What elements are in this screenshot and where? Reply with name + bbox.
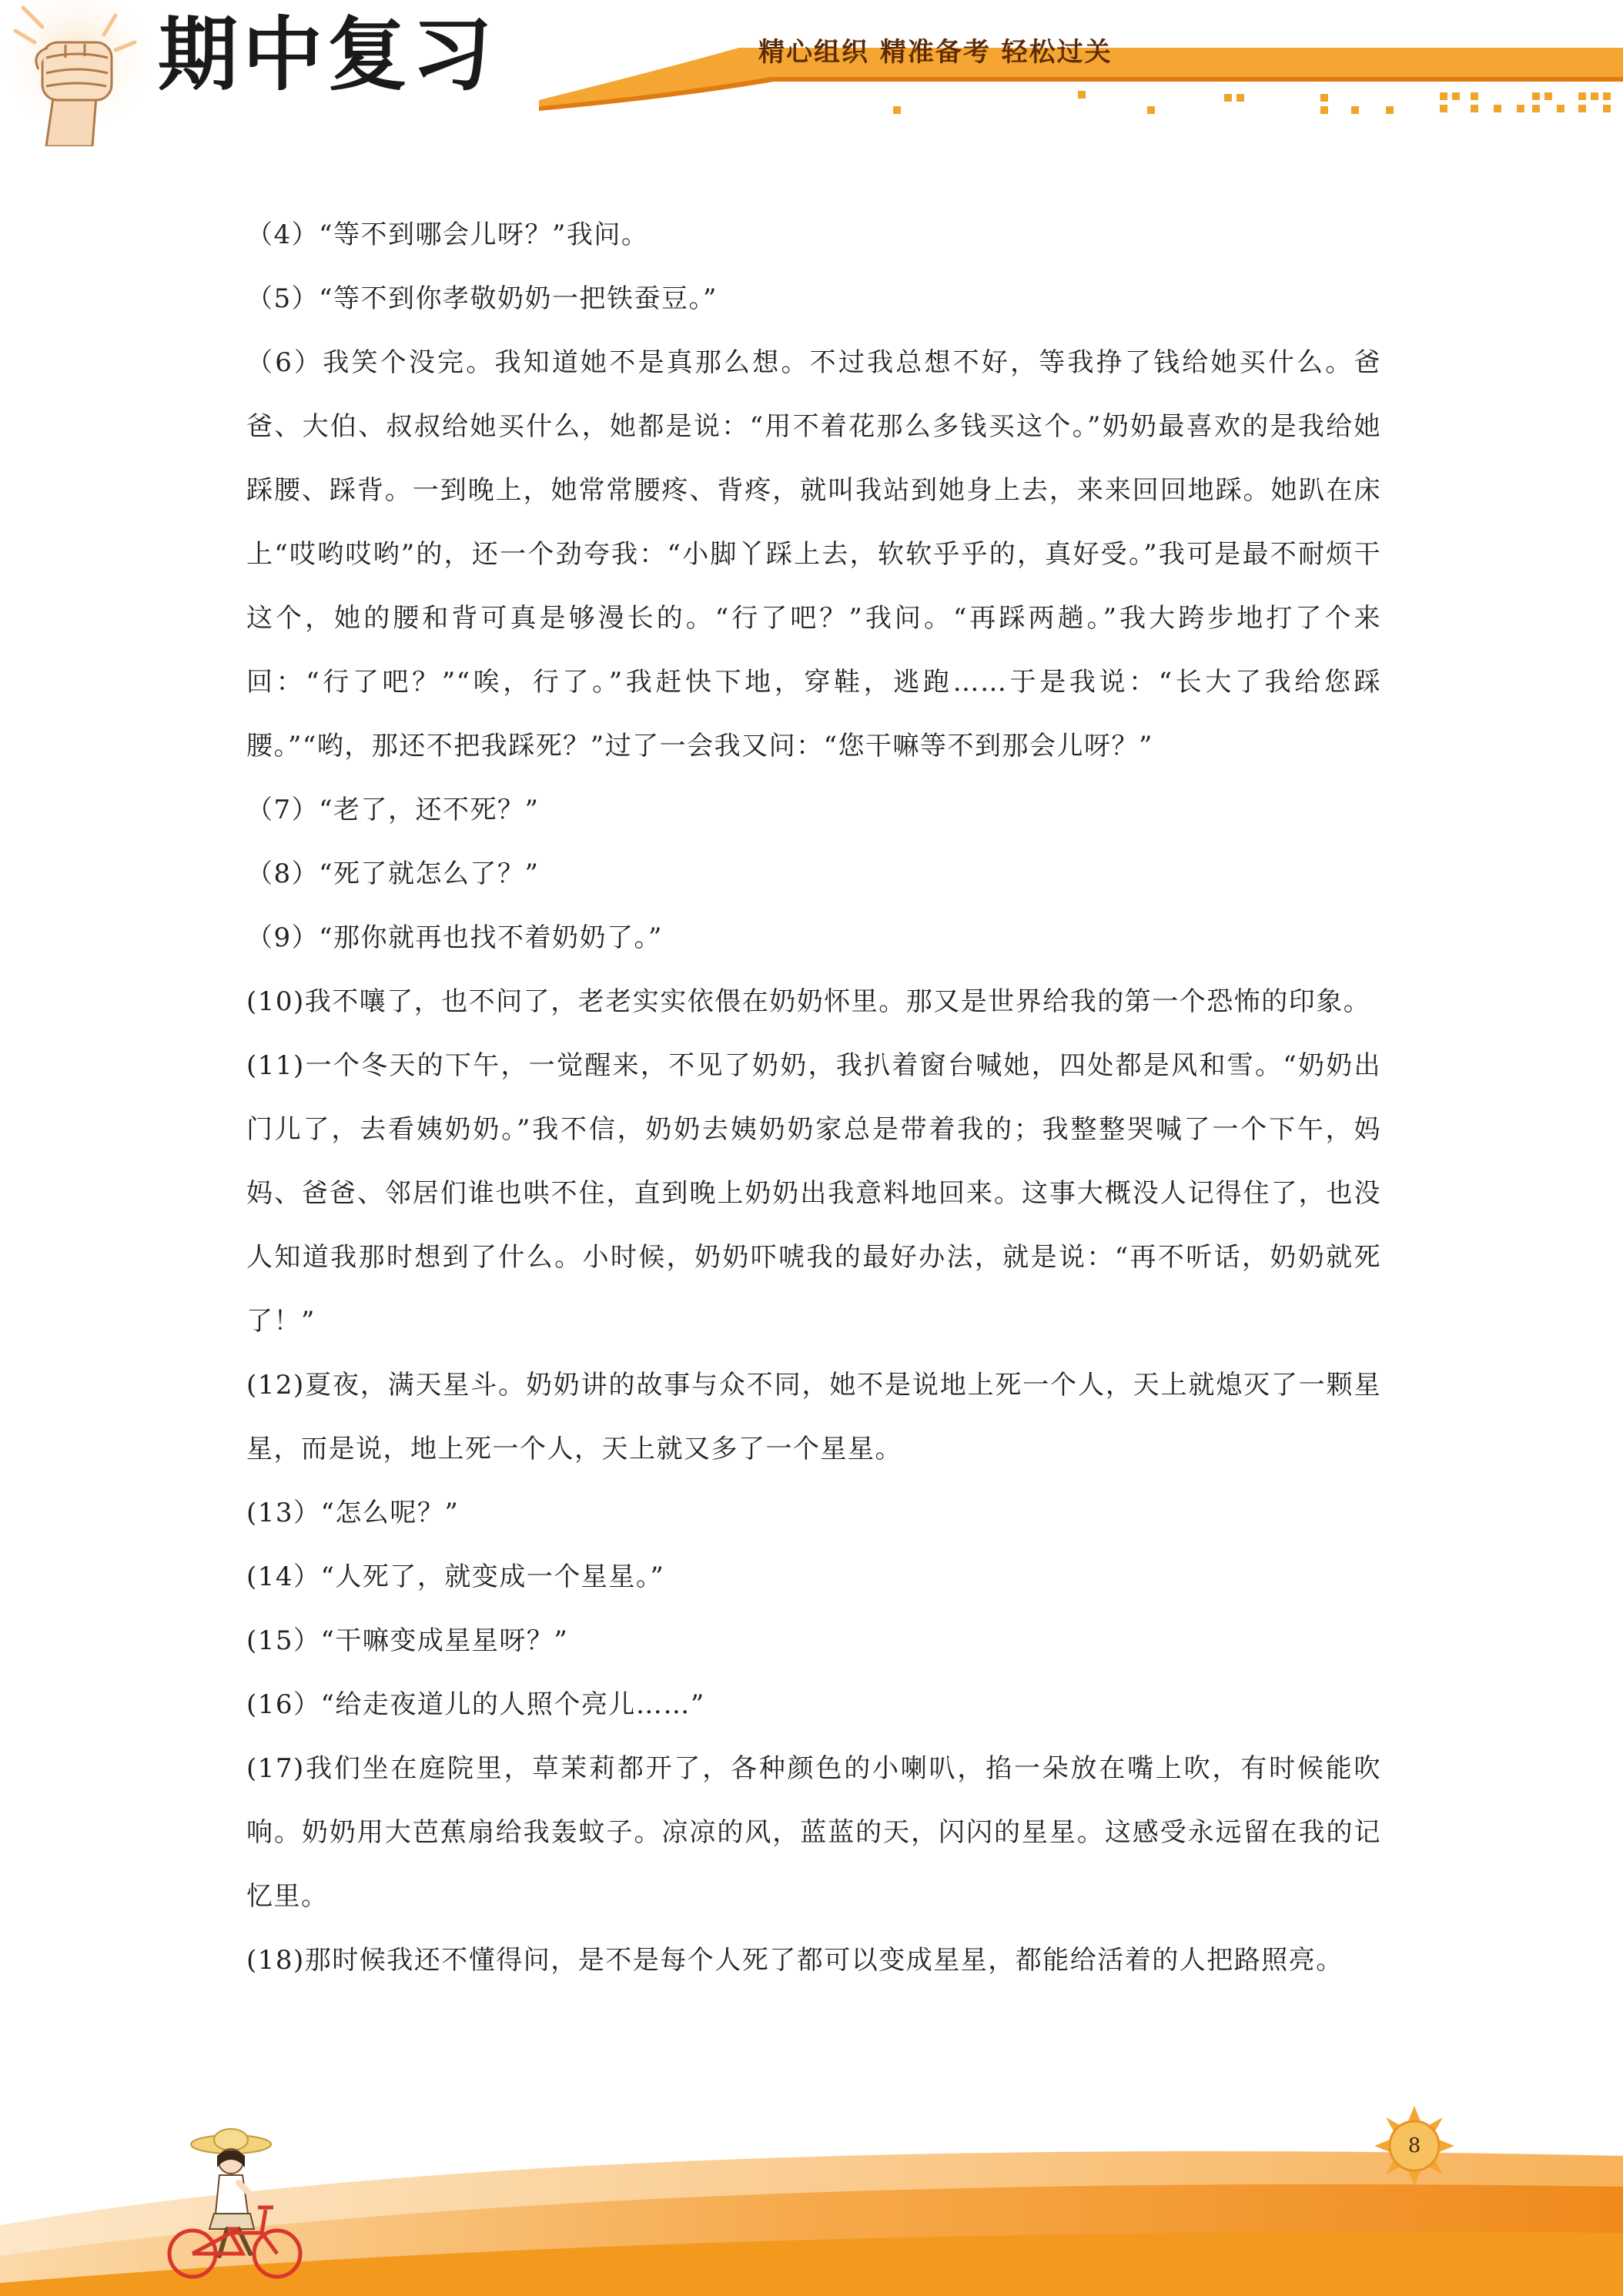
paragraph-15: (15）“干嘛变成星星呀？” — [246, 1625, 569, 1656]
page-number: 8 — [1407, 2134, 1421, 2157]
paragraph-12: (12)夏夜，满天星斗。奶奶讲的故事与众不同，她不是说地上死一个人，天上就熄灭了一颗星星，而是说，地上死一个人，天上就又多了一个星星。 — [246, 1370, 1381, 1464]
cyclist-icon — [162, 2121, 308, 2283]
paragraph-14: (14）“人死了，就变成一个星星。” — [246, 1561, 665, 1592]
raised-fist-icon — [0, 0, 162, 146]
paragraph-10: (10)我不嚷了，也不问了，老老实实依偎在奶奶怀里。那又是世界给我的第一个恐怖的印象。 — [246, 986, 1371, 1017]
page-title: 期中复习 — [158, 8, 497, 102]
paragraph-5: （5）“等不到你孝敬奶奶一把铁蚕豆。” — [246, 283, 718, 314]
article-body — [246, 203, 1381, 1993]
paragraph-9: （9）“那你就再也找不着奶奶了。” — [246, 922, 663, 953]
paragraph-16: (16）“给走夜道儿的人照个亮儿……” — [246, 1689, 705, 1720]
paragraph-8: （8）“死了就怎么了？” — [246, 858, 540, 889]
paragraph-6: （6）我笑个没完。我知道她不是真那么想。不过我总想不好，等我挣了钱给她买什么。爸爸、大伯、叔叔给她买什么，她都是说：“用不着花那么多钱买这个。”奶奶最喜欢的是我给她踩腰、踩背。一到晚上，她常常腰疼、背疼，就叫我站到她身上去，来来回回地踩。她趴在床上“哎哟哎哟”的，还一个劲夸我：“小脚丫踩上去，软软乎乎的，真好受。”我可是最不耐烦干这个，她的腰和背可真是够漫长的。“行了吧？”我问。“再踩两趟。”我大跨步地打了个来回：“行了吧？”“唉，行了。”我赶快下地，穿鞋，逃跑……于是我说：“长大了我给您踩腰。”“哟，那还不把我踩死？”过了一会我又问：“您干嘛等不到那会儿呀？” — [246, 347, 1381, 761]
paragraph-13: (13）“怎么呢？” — [246, 1498, 460, 1528]
paragraph-18: (18)那时候我还不懂得问，是不是每个人死了都可以变成星星，都能给活着的人把路照亮。 — [246, 1945, 1344, 1976]
paragraph-17: (17)我们坐在庭院里，草茉莉都开了，各种颜色的小喇叭，掐一朵放在嘴上吹，有时候能吹响。奶奶用大芭蕉扇给我轰蚊子。凉凉的风，蓝蓝的天，闪闪的星星。这感受永远留在我的记忆里。 — [246, 1753, 1381, 1912]
paragraph-7: （7）“老了，还不死？” — [246, 795, 540, 825]
paragraph-4: （4）“等不到哪会儿呀？”我问。 — [246, 219, 649, 250]
page-header — [0, 0, 1623, 154]
paragraph-11: (11)一个冬天的下午，一觉醒来，不见了奶奶，我扒着窗台喊她，四处都是风和雪。“奶奶出门儿了，去看姨奶奶。”我不信，奶奶去姨奶奶家总是带着我的；我整整哭喊了一个下午，妈妈、爸爸、邻居们谁也哄不住，直到晚上奶奶出我意料地回来。这事大概没人记得住了，也没人知道我那时想到了什么。小时候，奶奶吓唬我的最好办法，就是说：“再不听话，奶奶就死了！” — [246, 1050, 1382, 1337]
header-slogan: 精心组织 精准备考 轻松过关 — [758, 37, 1113, 68]
